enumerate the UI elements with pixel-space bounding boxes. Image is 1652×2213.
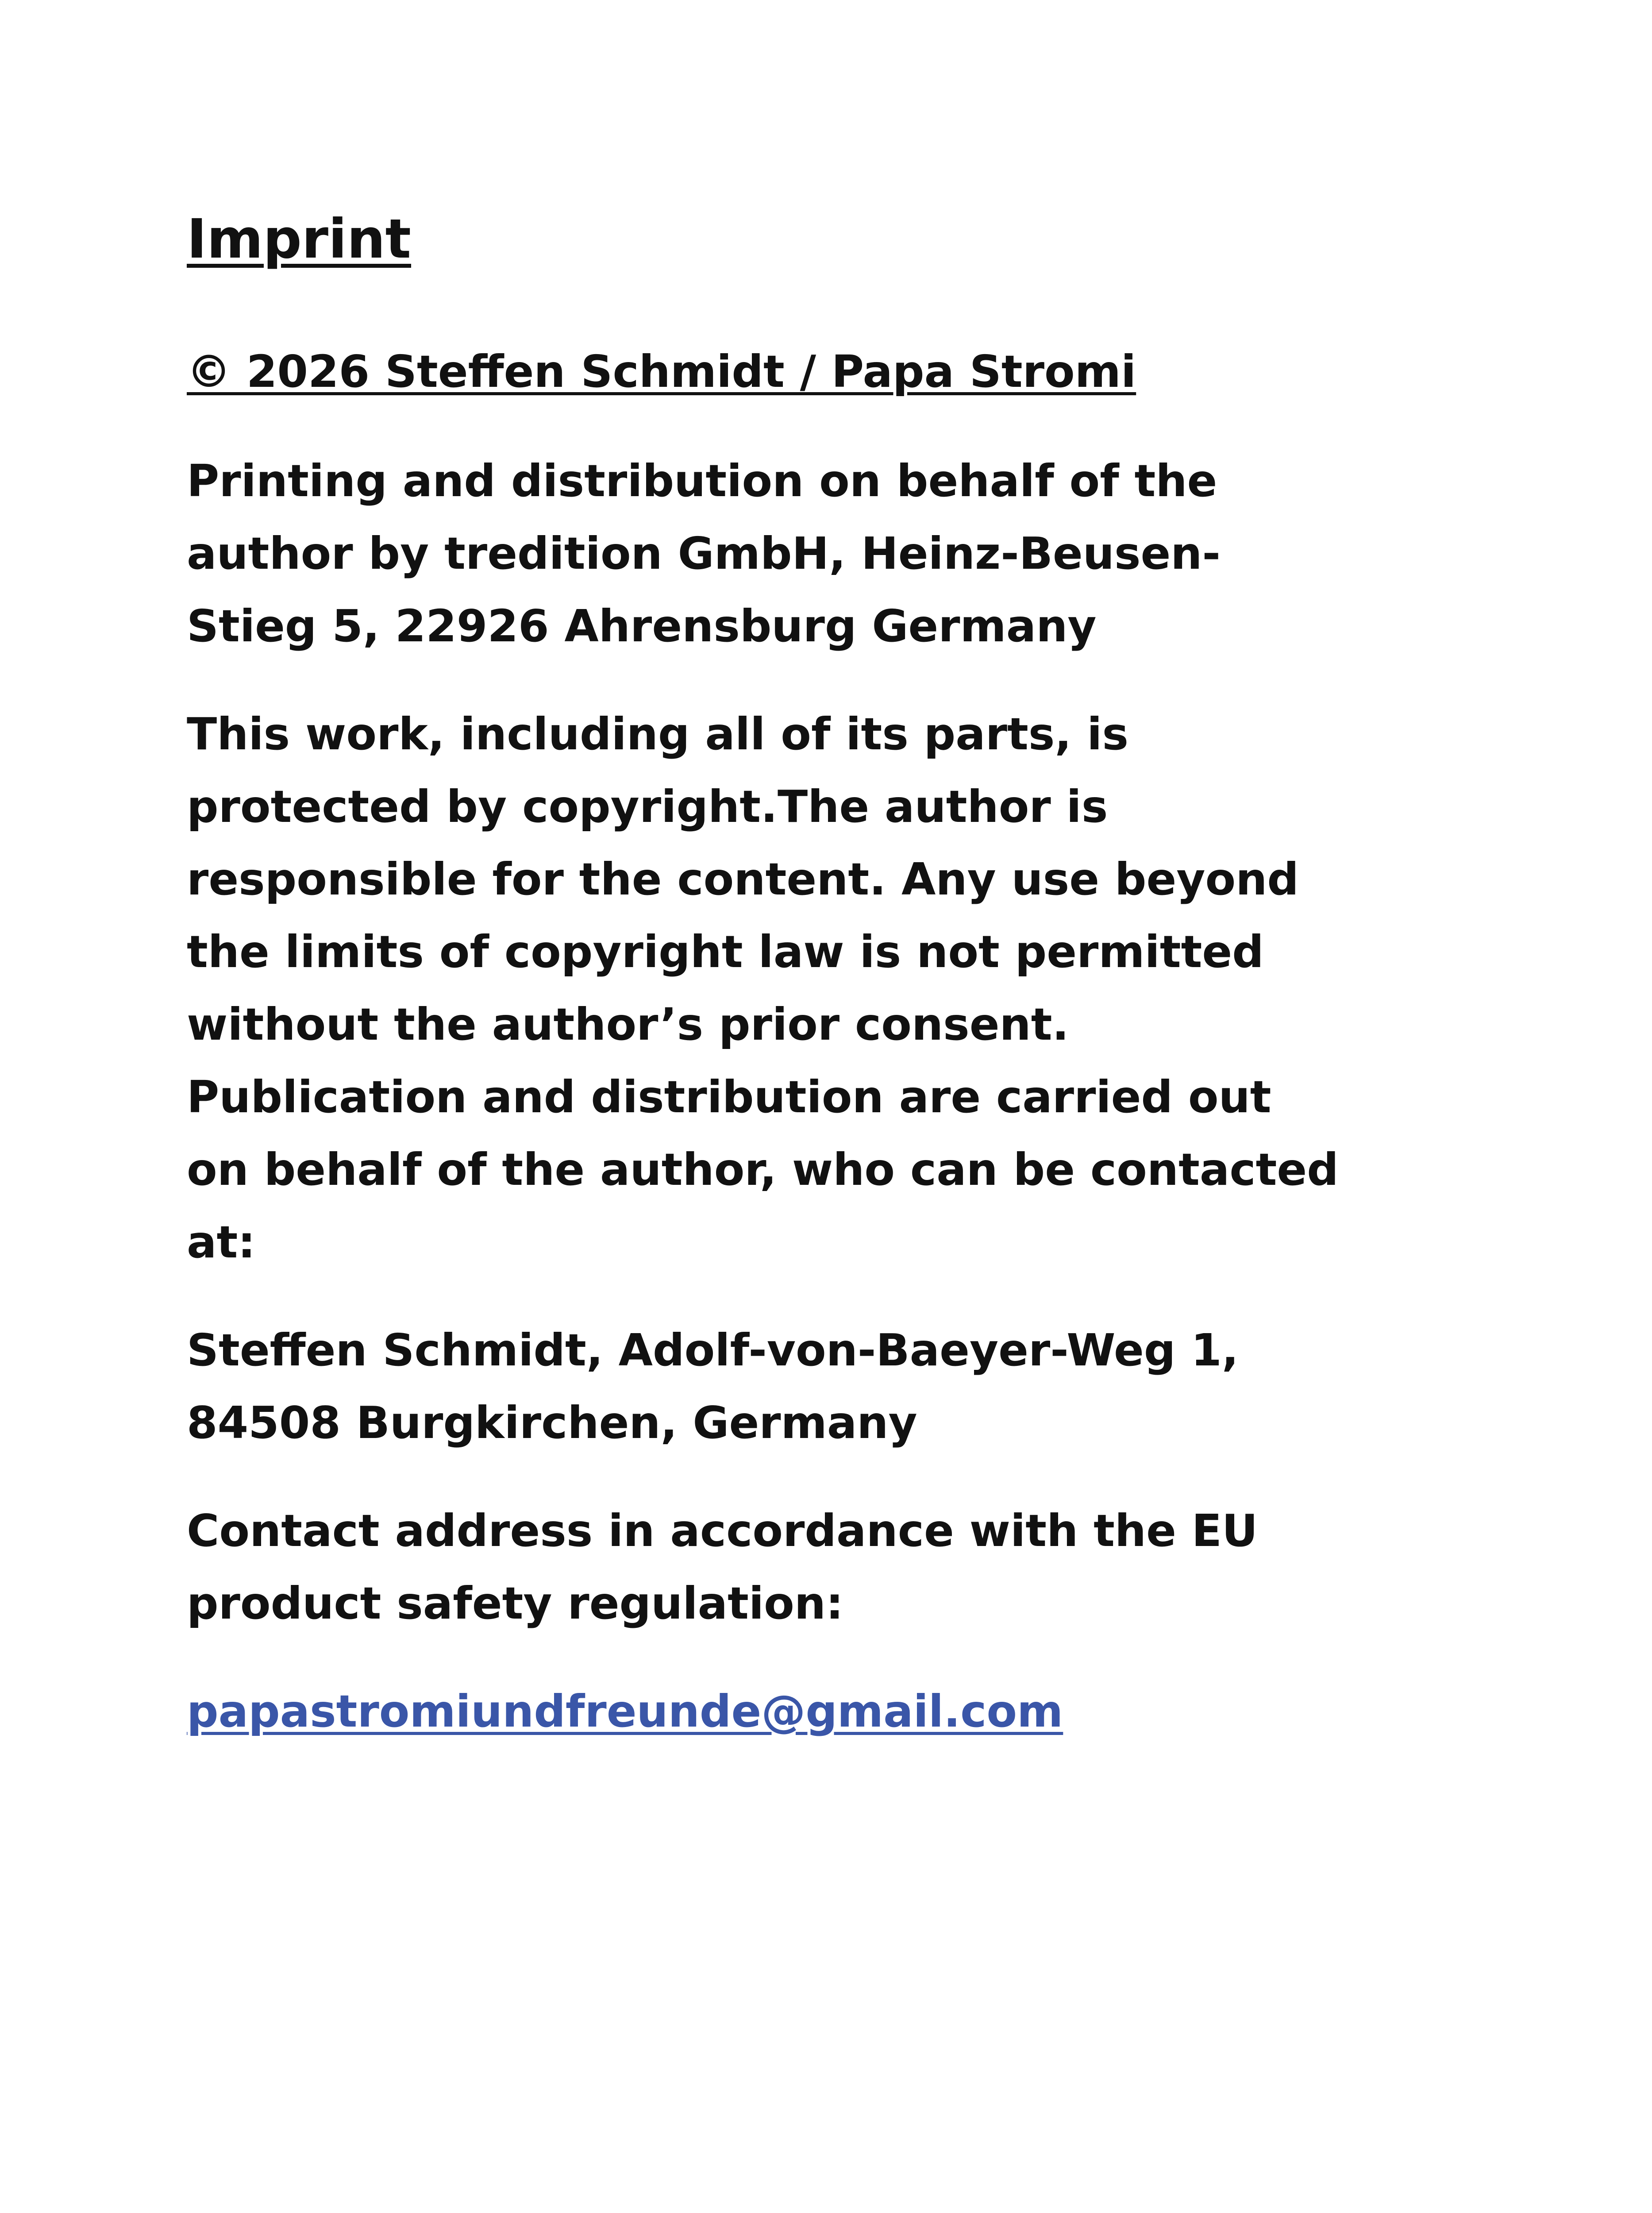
rights-line: at:: [187, 1216, 256, 1268]
contact-note-line: product safety regulation:: [187, 1577, 844, 1629]
printing-line: Printing and distribution on behalf of the: [187, 455, 1217, 507]
printing-paragraph: [187, 445, 1382, 663]
rights-line: on behalf of the author, who can be contacted: [187, 1144, 1339, 1195]
rights-line: the limits of copyright law is not permitted: [187, 926, 1264, 978]
rights-line: responsible for the content. Any use beyond: [187, 853, 1299, 905]
page-title: Imprint: [187, 208, 412, 270]
rights-paragraph: [187, 698, 1382, 1279]
address-line: 84508 Burgkirchen, Germany: [187, 1397, 917, 1449]
rights-line: protected by copyright.The author is: [187, 781, 1108, 833]
rights-line: Publication and distribution are carried out: [187, 1071, 1271, 1123]
rights-line: without the author’s prior consent.: [187, 999, 1069, 1050]
address-paragraph: [187, 1314, 1382, 1459]
imprint-content: [187, 204, 1382, 1748]
rights-line: This work, including all of its parts, is: [187, 708, 1128, 760]
address-line: Steffen Schmidt, Adolf-von-Baeyer-Weg 1,: [187, 1324, 1239, 1376]
contact-note-paragraph: [187, 1495, 1382, 1640]
copyright-line: © 2026 Steffen Schmidt / Papa Stromi: [187, 346, 1136, 397]
contact-note-line: Contact address in accordance with the EU: [187, 1505, 1258, 1557]
printing-line: author by tredition GmbH, Heinz-Beusen-: [187, 528, 1221, 579]
email-link[interactable]: papastromiundfreunde@gmail.com: [187, 1685, 1063, 1737]
printing-line: Stieg 5, 22926 Ahrensburg Germany: [187, 600, 1097, 652]
